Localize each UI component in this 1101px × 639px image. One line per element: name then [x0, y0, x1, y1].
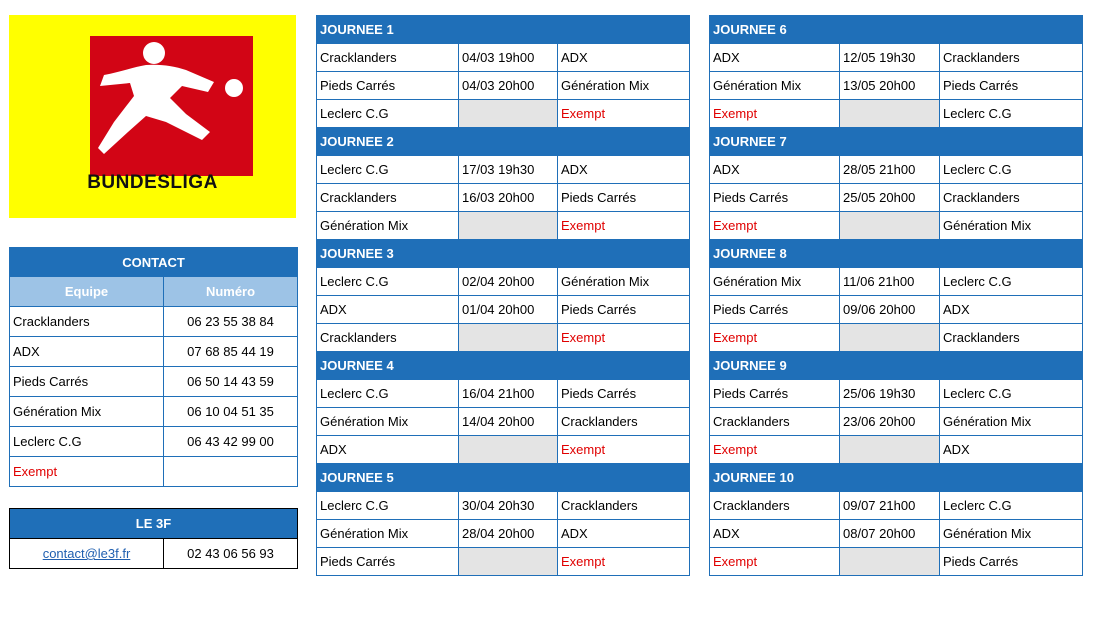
match-date: 13/05 20h00 — [840, 72, 940, 100]
away-team: ADX — [558, 520, 690, 548]
away-team: Génération Mix — [558, 268, 690, 296]
team-name: Génération Mix — [10, 397, 164, 427]
journee-header-row — [710, 352, 1083, 380]
match-date: 12/05 19h30 — [840, 44, 940, 72]
away-team: Exempt — [558, 212, 690, 240]
away-team: Leclerc C.G — [940, 268, 1083, 296]
journee-title: JOURNEE 9 — [710, 352, 1083, 380]
match-row — [317, 492, 690, 520]
home-team: Pieds Carrés — [710, 296, 840, 324]
match-row — [317, 100, 690, 128]
away-team: Génération Mix — [940, 520, 1083, 548]
match-row — [710, 72, 1083, 100]
home-team: Exempt — [710, 548, 840, 576]
match-row — [710, 296, 1083, 324]
match-row — [710, 520, 1083, 548]
schedule-grid-left — [316, 15, 690, 576]
away-team: Cracklanders — [558, 408, 690, 436]
journee-header-row — [710, 16, 1083, 44]
match-row — [317, 380, 690, 408]
match-row — [710, 212, 1083, 240]
team-name: Leclerc C.G — [10, 427, 164, 457]
match-row — [317, 184, 690, 212]
journee-header-row — [317, 16, 690, 44]
column-header-team: Equipe — [10, 277, 164, 307]
home-team: Leclerc C.G — [317, 156, 459, 184]
match-date: 04/03 20h00 — [459, 72, 558, 100]
phone-number: 06 43 42 99 00 — [164, 427, 298, 457]
contact-table — [9, 247, 298, 487]
away-team: Pieds Carrés — [558, 184, 690, 212]
le3f-title: LE 3F — [10, 509, 298, 539]
match-date: 28/04 20h00 — [459, 520, 558, 548]
match-date: 17/03 19h30 — [459, 156, 558, 184]
match-date — [840, 100, 940, 128]
away-team: Génération Mix — [940, 408, 1083, 436]
home-team: Exempt — [710, 436, 840, 464]
home-team: Génération Mix — [710, 268, 840, 296]
journee-header-row — [317, 128, 690, 156]
match-row — [710, 268, 1083, 296]
team-name: Pieds Carrés — [10, 367, 164, 397]
journee-title: JOURNEE 3 — [317, 240, 690, 268]
phone-number — [164, 457, 298, 487]
away-team: Cracklanders — [940, 324, 1083, 352]
away-team: Génération Mix — [940, 212, 1083, 240]
match-row — [710, 184, 1083, 212]
away-team: Leclerc C.G — [940, 380, 1083, 408]
away-team: Leclerc C.G — [940, 100, 1083, 128]
away-team: Cracklanders — [940, 184, 1083, 212]
match-row — [317, 548, 690, 576]
away-team: ADX — [940, 296, 1083, 324]
home-team: Génération Mix — [317, 408, 459, 436]
contact-title: CONTACT — [10, 248, 298, 277]
home-team: Cracklanders — [317, 184, 459, 212]
home-team: Pieds Carrés — [317, 72, 459, 100]
journee-header-row — [710, 128, 1083, 156]
match-row — [317, 436, 690, 464]
away-team: Pieds Carrés — [558, 296, 690, 324]
table-row — [10, 427, 298, 457]
match-row — [317, 408, 690, 436]
away-team: Exempt — [558, 100, 690, 128]
match-date — [840, 436, 940, 464]
le3f-phone: 02 43 06 56 93 — [164, 539, 298, 569]
journee-header-row — [710, 240, 1083, 268]
logo-wordmark: BUNDESLIGA — [87, 172, 218, 193]
home-team: ADX — [317, 296, 459, 324]
match-date: 11/06 21h00 — [840, 268, 940, 296]
home-team: Leclerc C.G — [317, 268, 459, 296]
table-row — [10, 457, 298, 487]
match-row — [710, 492, 1083, 520]
home-team: Exempt — [710, 324, 840, 352]
le3f-contact-table — [9, 508, 298, 569]
home-team: ADX — [317, 436, 459, 464]
home-team: Cracklanders — [317, 324, 459, 352]
match-date: 28/05 21h00 — [840, 156, 940, 184]
table-row — [10, 337, 298, 367]
home-team: Cracklanders — [710, 492, 840, 520]
match-row — [710, 548, 1083, 576]
home-team: Leclerc C.G — [317, 380, 459, 408]
match-date — [840, 212, 940, 240]
team-name: ADX — [10, 337, 164, 367]
match-date: 14/04 20h00 — [459, 408, 558, 436]
match-date — [459, 100, 558, 128]
away-team: Pieds Carrés — [940, 548, 1083, 576]
home-team: Exempt — [710, 100, 840, 128]
player-silhouette-icon — [90, 36, 253, 176]
match-date: 04/03 19h00 — [459, 44, 558, 72]
away-team: ADX — [940, 436, 1083, 464]
journee-title: JOURNEE 2 — [317, 128, 690, 156]
away-team: Leclerc C.G — [940, 492, 1083, 520]
away-team: Cracklanders — [558, 492, 690, 520]
match-date — [459, 212, 558, 240]
away-team: Génération Mix — [558, 72, 690, 100]
match-row — [710, 436, 1083, 464]
phone-number: 06 50 14 43 59 — [164, 367, 298, 397]
table-row — [10, 307, 298, 337]
match-row — [710, 44, 1083, 72]
match-row — [710, 380, 1083, 408]
journee-header-row — [317, 240, 690, 268]
phone-number: 06 10 04 51 35 — [164, 397, 298, 427]
column-header-number: Numéro — [164, 277, 298, 307]
match-date: 25/06 19h30 — [840, 380, 940, 408]
match-row — [317, 324, 690, 352]
journee-header-row — [317, 352, 690, 380]
home-team: Leclerc C.G — [317, 100, 459, 128]
match-row — [317, 212, 690, 240]
journee-title: JOURNEE 8 — [710, 240, 1083, 268]
team-name-exempt: Exempt — [10, 457, 164, 487]
home-team: Leclerc C.G — [317, 492, 459, 520]
match-date — [459, 324, 558, 352]
match-date: 08/07 20h00 — [840, 520, 940, 548]
le3f-email-cell — [10, 539, 164, 569]
match-row — [317, 72, 690, 100]
match-date: 30/04 20h30 — [459, 492, 558, 520]
home-team: ADX — [710, 520, 840, 548]
home-team: Cracklanders — [317, 44, 459, 72]
journee-header-row — [710, 464, 1083, 492]
away-team: Pieds Carrés — [558, 380, 690, 408]
match-date: 16/03 20h00 — [459, 184, 558, 212]
away-team: ADX — [558, 156, 690, 184]
journee-title: JOURNEE 1 — [317, 16, 690, 44]
home-team: Exempt — [710, 212, 840, 240]
home-team: Pieds Carrés — [317, 548, 459, 576]
schedule-grid-right — [709, 15, 1083, 576]
home-team: Génération Mix — [317, 212, 459, 240]
match-date — [459, 548, 558, 576]
journee-title: JOURNEE 5 — [317, 464, 690, 492]
match-date: 02/04 20h00 — [459, 268, 558, 296]
match-date — [840, 548, 940, 576]
match-date: 01/04 20h00 — [459, 296, 558, 324]
email-link[interactable]: contact@le3f.fr — [42, 546, 131, 561]
journee-title: JOURNEE 10 — [710, 464, 1083, 492]
match-date: 25/05 20h00 — [840, 184, 940, 212]
journee-title: JOURNEE 6 — [710, 16, 1083, 44]
logo-red-panel — [90, 36, 253, 176]
away-team: Exempt — [558, 548, 690, 576]
away-team: Exempt — [558, 324, 690, 352]
match-row — [710, 408, 1083, 436]
bundesliga-logo — [9, 15, 296, 218]
match-date: 23/06 20h00 — [840, 408, 940, 436]
match-date: 16/04 21h00 — [459, 380, 558, 408]
journee-title: JOURNEE 7 — [710, 128, 1083, 156]
home-team: Pieds Carrés — [710, 380, 840, 408]
journee-title: JOURNEE 4 — [317, 352, 690, 380]
home-team: Génération Mix — [710, 72, 840, 100]
match-row — [317, 296, 690, 324]
phone-number: 06 23 55 38 84 — [164, 307, 298, 337]
home-team: Cracklanders — [710, 408, 840, 436]
home-team: Pieds Carrés — [710, 184, 840, 212]
match-date: 09/07 21h00 — [840, 492, 940, 520]
home-team: ADX — [710, 156, 840, 184]
home-team: Génération Mix — [317, 520, 459, 548]
away-team: Exempt — [558, 436, 690, 464]
away-team: Leclerc C.G — [940, 156, 1083, 184]
match-date: 09/06 20h00 — [840, 296, 940, 324]
match-row — [317, 520, 690, 548]
phone-number: 07 68 85 44 19 — [164, 337, 298, 367]
match-row — [317, 268, 690, 296]
match-row — [317, 156, 690, 184]
away-team: Pieds Carrés — [940, 72, 1083, 100]
match-row — [710, 324, 1083, 352]
table-row — [10, 367, 298, 397]
away-team: Cracklanders — [940, 44, 1083, 72]
journee-header-row — [317, 464, 690, 492]
table-row — [10, 397, 298, 427]
team-name: Cracklanders — [10, 307, 164, 337]
home-team: ADX — [710, 44, 840, 72]
match-row — [317, 44, 690, 72]
match-row — [710, 156, 1083, 184]
match-date — [459, 436, 558, 464]
match-row — [710, 100, 1083, 128]
away-team: ADX — [558, 44, 690, 72]
match-date — [840, 324, 940, 352]
